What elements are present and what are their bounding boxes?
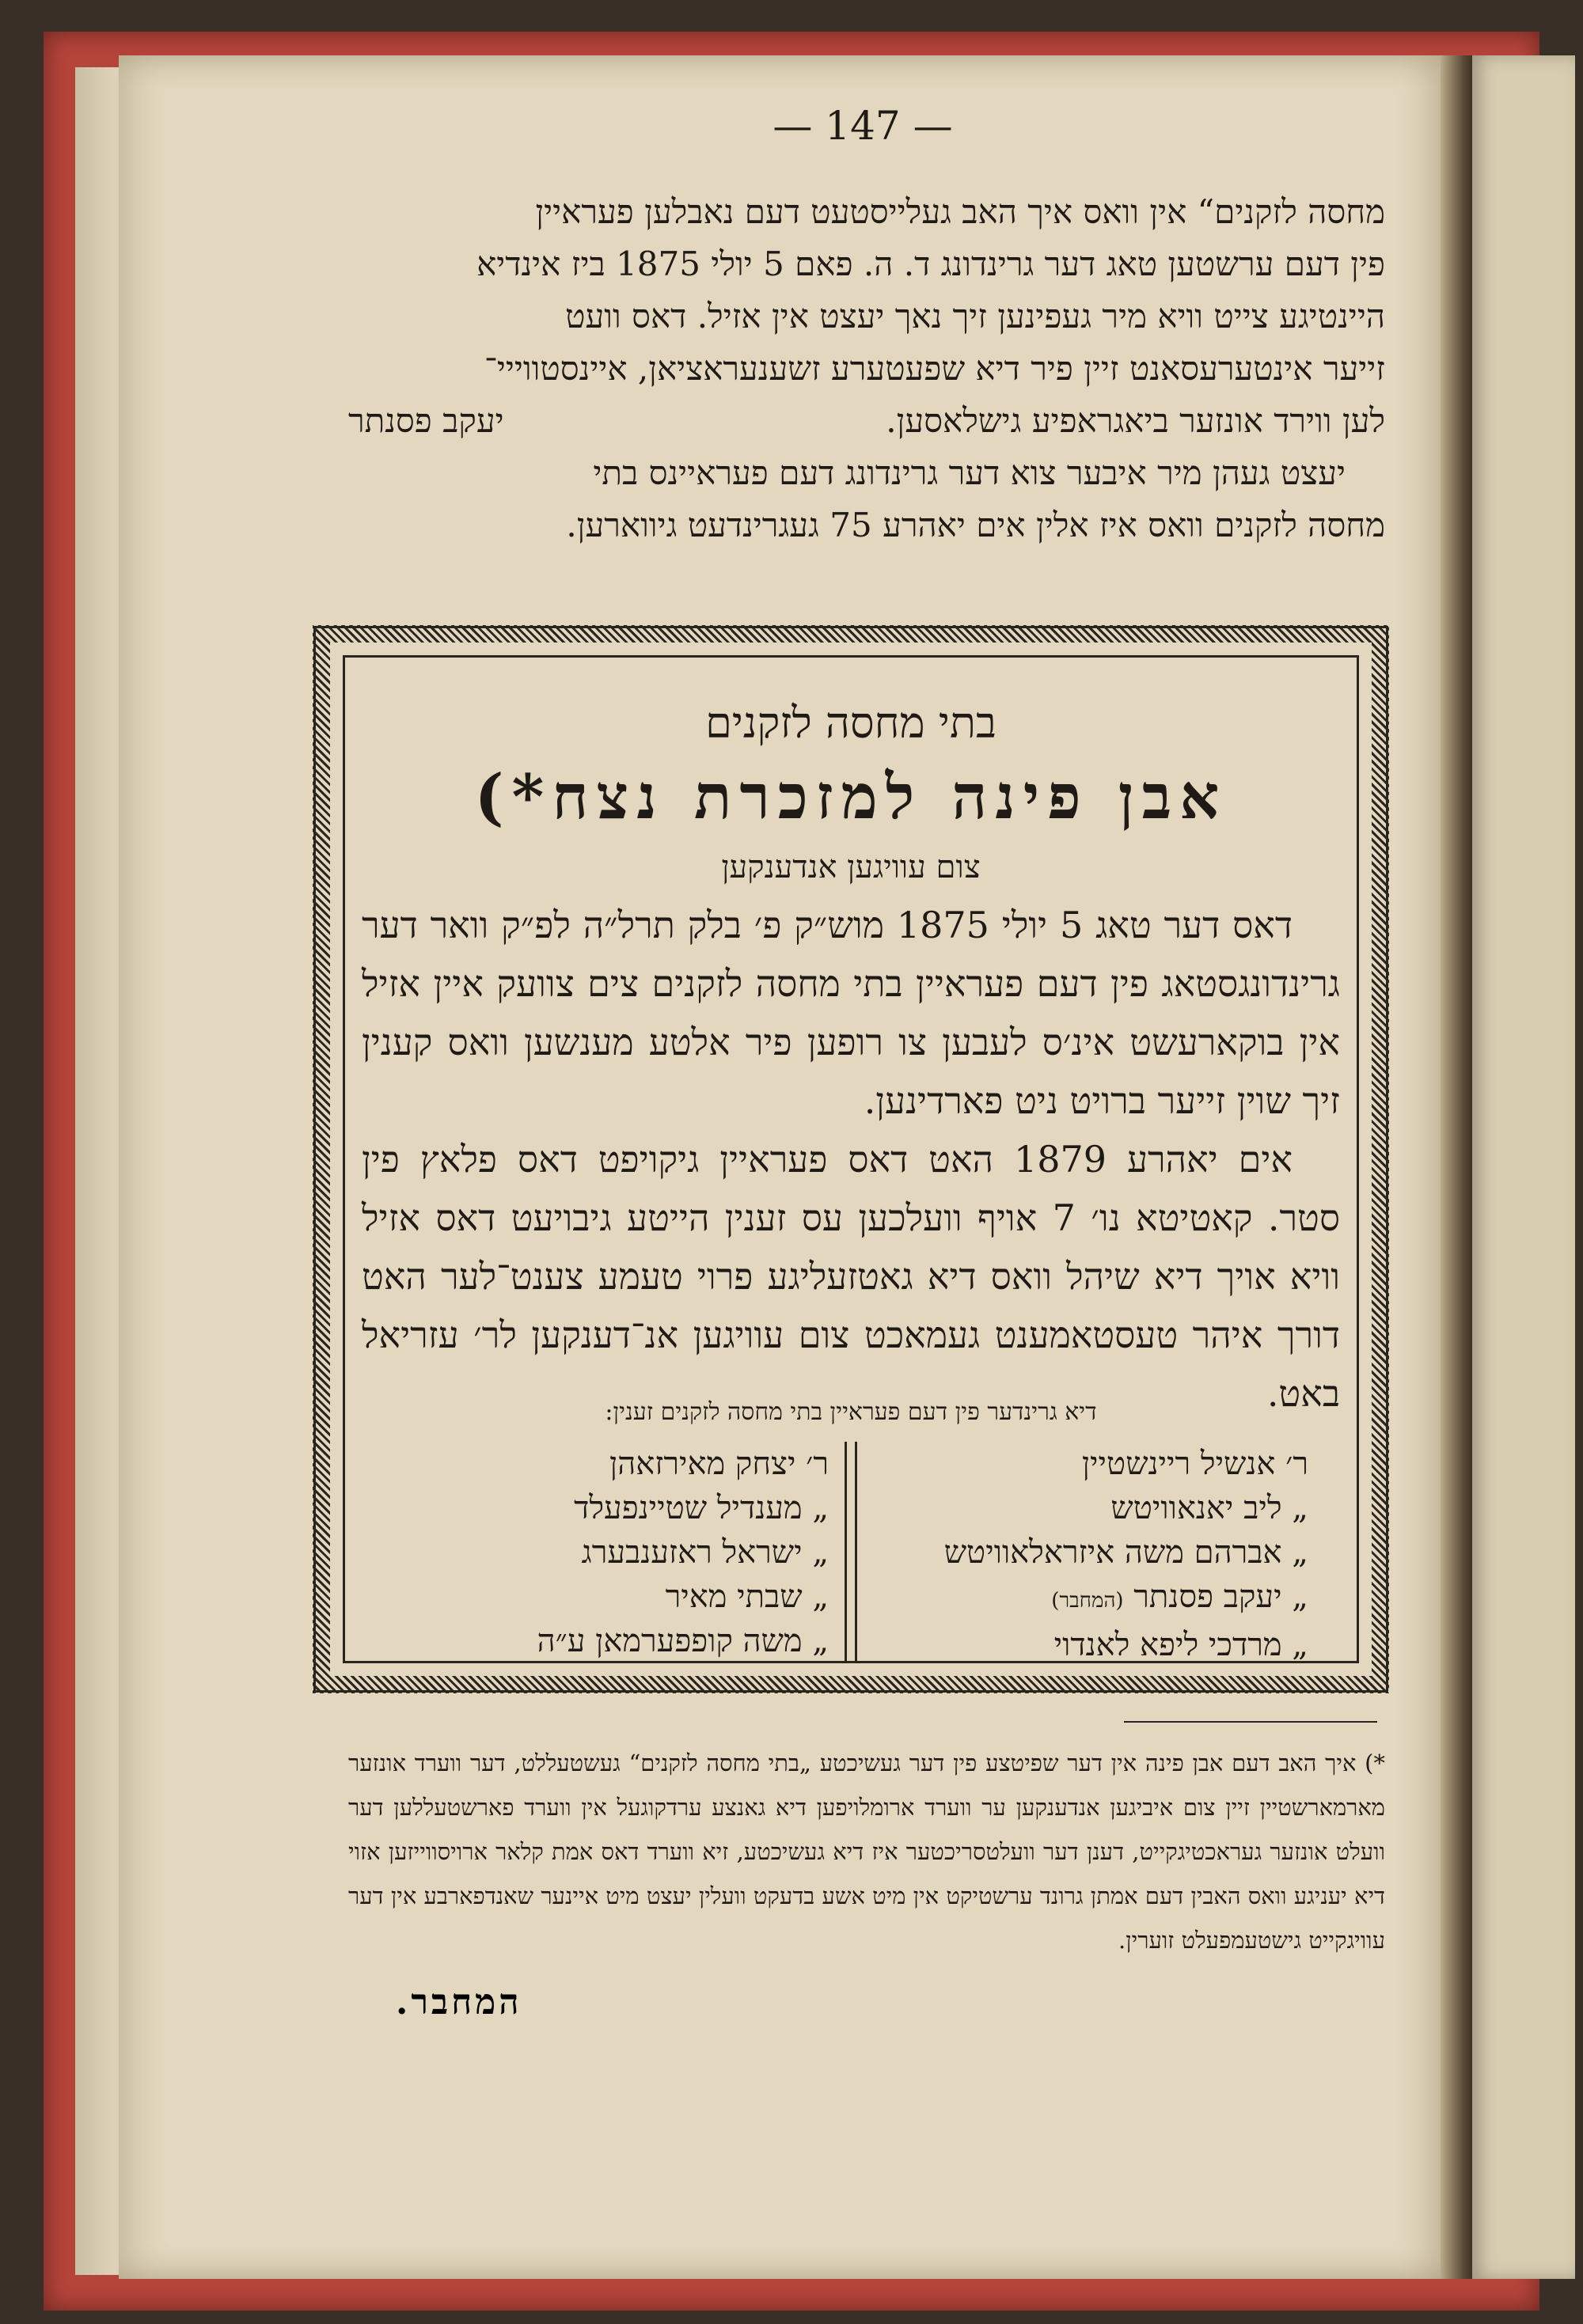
intro-signature: יעקב פסנתר (348, 401, 504, 440)
memorial-frame (313, 625, 1389, 1693)
intro-line: מחסה לזקנים“ אין וואס איך האב געלייסטעט דעם נאבלען פעראיין (535, 192, 1385, 231)
founder-name: „ אברהם משה איזראלאוויטש (943, 1534, 1308, 1571)
founders-heading: דיא גרינדער פין דעם פעראיין בתי מחסה לזקנים זענין: (605, 1398, 1097, 1426)
box-heading: אבן פינה למזכרת נצח*) (474, 761, 1228, 833)
box-paragraph-2: אים יאהרע 1879 האט דאס פעראיין גיקויפט דאס פלאץ פין סטר. קאטיטא נו׳ 7 אויף וועלכען עס זענין הייטע גיבויעט דאס אזיל וויא אויך דיא שיהל וואס דיא גאטזעליגע פרוי טעמע צענט־לער האט דורך איהר טעסטאמענט געמאכט צום עוויגען אנ־דענקען לר׳ עזריאל באט. (362, 1138, 1340, 1415)
box-paragraph-1: דאס דער טאג 5 יולי 1875 מוש״ק פ׳ בלק תרל״ה לפ״ק וואר דער גרינדונגסטאג פין דעם פעראיין בתי מחסה לזקנים צים צוועק איין אזיל אין בוקארעשט אינ׳ס לעבען צו רופען פיר אלטע מענשען וואס קענין זיך שוין זייער ברויט ניט פארדינען. (362, 904, 1340, 1122)
author-signature: המחבר. (396, 1982, 522, 2023)
founder-name-text: „ יעקב פסנתר (1133, 1579, 1308, 1615)
founder-name (873, 1575, 1308, 1623)
box-body (362, 896, 1340, 1423)
founder-name: „ ליב יאנאוויטש (1110, 1490, 1308, 1526)
box-title: בתי מחסה לזקנים (705, 698, 996, 748)
box-subheading: צום עוויגען אנדענקען (721, 849, 981, 885)
founders-column-left (378, 1442, 845, 1663)
founder-name: „ מרדכי ליפא לאנדוי (1053, 1627, 1308, 1663)
intro-line: פין דעם ערשטען טאג דער גרינדונג ד. ה. פאם 5 יולי 1875 ביז אינדיא (476, 245, 1385, 283)
intro-line: היינטיגע צייט וויא מיר געפינען זיך נאך יעצט אין אזיל. דאס וועט (565, 297, 1385, 336)
founder-name: „ שבתי מאיר (665, 1579, 829, 1615)
page-number: — 147 — (773, 103, 953, 149)
column-divider (845, 1442, 857, 1663)
second-paragraph (348, 447, 1385, 552)
second-line: מחסה לזקנים וואס איז אלין אים יאהרע 75 געגרינדעט גיווארען. (566, 506, 1385, 544)
founder-name: ר׳ יצחק מאירזאהן (609, 1446, 829, 1482)
founder-name: „ ישראל ראזענבערג (581, 1534, 829, 1571)
intro-line: זייער אינטערעסאנט זיין פיר דיא שפעטערע זשענעראציאן, איינסטווייי־ (484, 349, 1385, 388)
founders-list (378, 1442, 1324, 1663)
founder-name: „ מענדיל שטיינפעלד (574, 1490, 829, 1526)
second-line: יעצט געהן מיר איבער צוא דער גרינדונג דעם פעראיינס בתי (593, 453, 1346, 492)
intro-paragraph (348, 186, 1385, 552)
footnote: *) איך האב דעם אבן פינה אין דער שפיטצע פין דער געשיכטע „בתי מחסה לזקנים“ געשטעללט, דער ווערד אונזער מארמארשטיין זיין צום איביגען אנדענקען ער ווערד ארומלויפען דיא גאנצע ערדקוגעל אין ווערד פארשטעללען דער וועלט אונזער געראכטיגקייט, דענן דער וועלטסריכטער איז דיא געשיכטע, זיא ווערד דאס אמת קלאר ארויסווייזען אזוי דיא יעניגע וואס האבין דעם אמתן גרונד ערשטיקט אין מיט אשע בדעקט וועלין יעצט מיט איינער שאנדפארבע אין דער עוויגקייט גישטעמפעלט זוערין. (348, 1750, 1385, 1954)
founder-name: „ משה קופפערמאן ע״ה (537, 1623, 829, 1659)
founders-column-right (857, 1442, 1324, 1663)
intro-line: לען ווירד אונזער ביאגראפיע גישלאסען. (886, 401, 1385, 440)
author-note: (המחבר) (1051, 1589, 1124, 1613)
facing-page-edge (1472, 55, 1575, 2279)
footnote-rule (1124, 1721, 1377, 1723)
founder-name: ר׳ אנשיל ריינשטיין (1081, 1446, 1308, 1482)
